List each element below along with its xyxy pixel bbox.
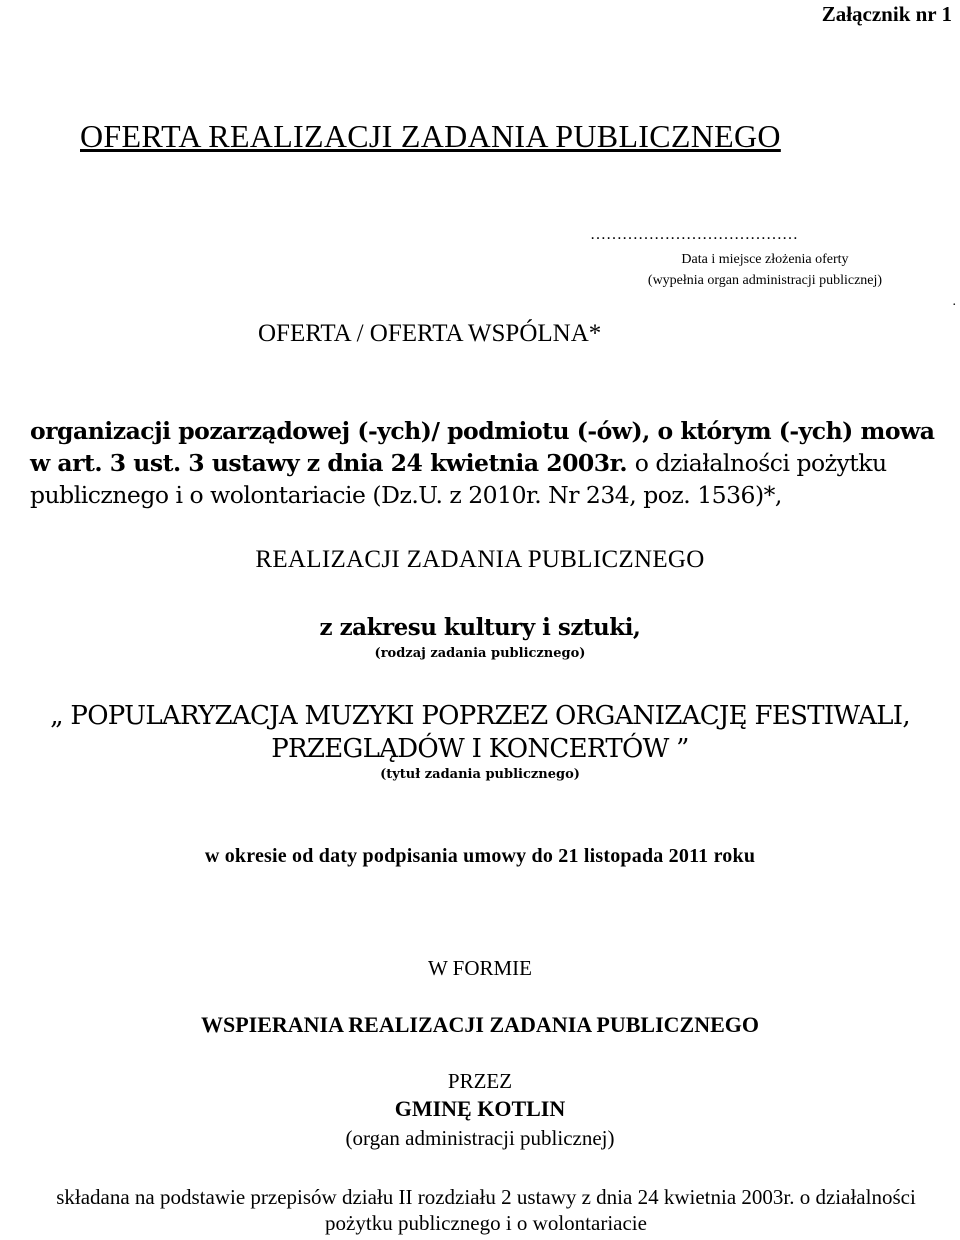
task-scope: z zakresu kultury i sztuki,: [319, 614, 641, 641]
legal-basis-paragraph: [30, 415, 935, 511]
legal-basis-bold: organizacji pozarządowej (-ych)/ podmiotu (-ów), o którym (-ych) mowa w art. 3 ust. 3 ustawy z dnia 24 kwietnia 2003r.: [30, 417, 935, 477]
authority-caption: (organ administracji publicznej): [345, 1126, 615, 1150]
form-label: W FORMIE: [427, 956, 533, 980]
task-period: w okresie od daty podpisania umowy do 21 listopada 2011 roku: [204, 845, 756, 867]
date-place-note: (wypełnia organ administracji publicznej): [647, 273, 883, 288]
form-value: WSPIERANIA REALIZACJI ZADANIA PUBLICZNEGO: [200, 1012, 760, 1037]
date-place-label: Data i miejsce złożenia oferty: [681, 252, 849, 267]
document-title: OFERTA REALIZACJI ZADANIA PUBLICZNEGO: [80, 118, 781, 154]
authority-label: PRZEZ: [447, 1069, 513, 1093]
authority-name: GMINĘ KOTLIN: [394, 1096, 566, 1121]
task-scope-caption: (rodzaj zadania publicznego): [374, 646, 586, 661]
legal-basis-normal: o działalności pożytku publicznego i o wolontariacie (Dz.U. z 2010r. Nr 234, poz. 1536)*,: [30, 449, 887, 509]
task-title-caption: (tytuł zadania publicznego): [380, 767, 580, 782]
annex-label: Załącznik nr 1: [821, 2, 952, 26]
task-heading: REALIZACJI ZADANIA PUBLICZNEGO: [255, 546, 705, 573]
task-title: „ POPULARYZACJA MUZYKI POPRZEZ ORGANIZACJĘ FESTIWALI, PRZEGLĄDÓW I KONCERTÓW ”: [50, 701, 910, 764]
date-place-label-block: [600, 249, 930, 291]
trailing-mark: .: [952, 294, 956, 309]
offer-type-heading: OFERTA / OFERTA WSPÓLNA*: [258, 320, 602, 347]
date-place-dotted-line: …………………………………: [590, 226, 798, 243]
submission-basis-note: składana na podstawie przepisów działu II rozdziału 2 ustawy z dnia 24 kwietnia 2003r. o działalności pożytku publicznego i o wolontariacie: [56, 1185, 916, 1235]
